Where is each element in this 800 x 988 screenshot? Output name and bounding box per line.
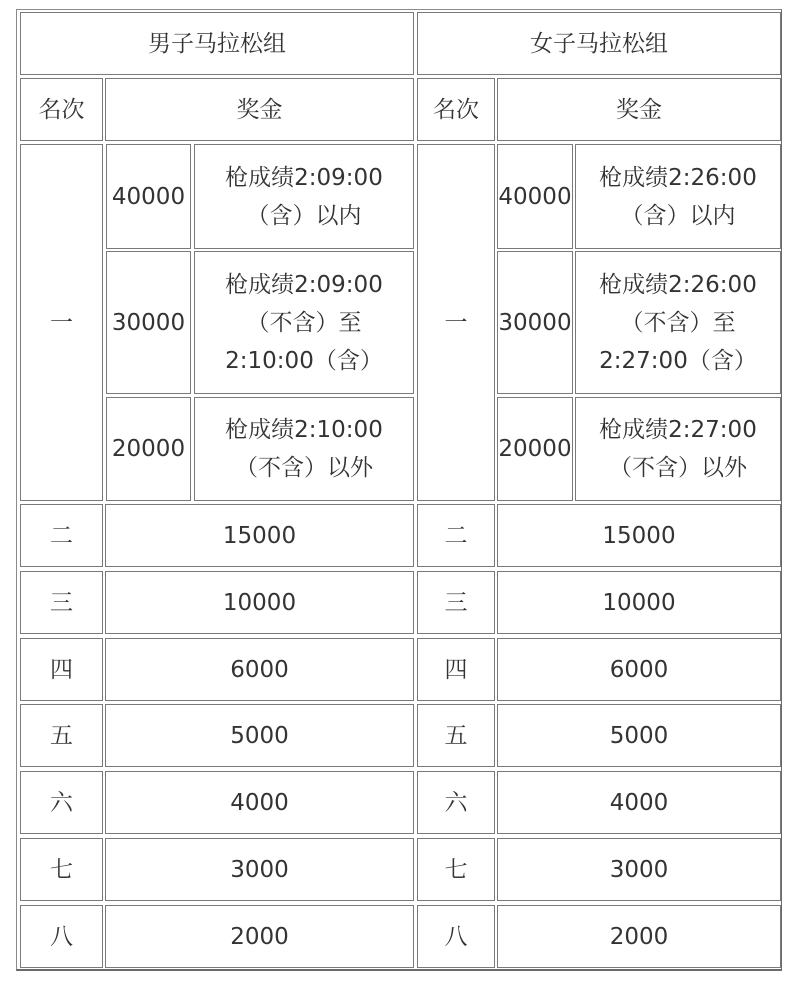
men-rank-cell: 六 bbox=[20, 771, 103, 834]
women-prize-cell: 10000 bbox=[497, 571, 781, 634]
women-prize-cell: 3000 bbox=[497, 838, 781, 901]
condition-line: （不含）以外 bbox=[608, 455, 747, 481]
women-tier-condition bbox=[575, 144, 781, 249]
men-tier-condition bbox=[194, 251, 414, 394]
women-tier-amount: 20000 bbox=[497, 397, 573, 501]
men-prize-cell: 2000 bbox=[105, 905, 414, 968]
women-prize-cell: 6000 bbox=[497, 638, 781, 701]
men-rank-cell: 五 bbox=[20, 704, 103, 767]
women-rank-cell: 六 bbox=[417, 771, 495, 834]
men-prize-cell: 6000 bbox=[105, 638, 414, 701]
women-rank-header: 名次 bbox=[417, 78, 495, 141]
women-rank-cell: 三 bbox=[417, 571, 495, 634]
condition-line: 2:10:00（含） bbox=[225, 347, 383, 374]
condition-line: 枪成绩2:26:00 bbox=[599, 164, 757, 191]
women-rank-cell: 二 bbox=[417, 504, 495, 567]
condition-line: 枪成绩2:10:00 bbox=[225, 417, 383, 443]
men-prize-header: 奖金 bbox=[105, 78, 414, 141]
condition-line: （含）以内 bbox=[246, 202, 362, 229]
women-tier-amount: 30000 bbox=[497, 251, 573, 394]
women-group-title: 女子马拉松组 bbox=[417, 12, 781, 75]
women-rank-cell: 八 bbox=[417, 905, 495, 968]
women-prize-cell: 15000 bbox=[497, 504, 781, 567]
condition-line: （不含）以外 bbox=[234, 455, 373, 481]
women-tier-condition bbox=[575, 251, 781, 394]
men-rank-cell: 四 bbox=[20, 638, 103, 701]
women-rank-cell: 四 bbox=[417, 638, 495, 701]
condition-line: 枪成绩2:09:00 bbox=[225, 164, 383, 191]
condition-line: 枪成绩2:26:00 bbox=[599, 271, 757, 298]
men-tier-amount: 20000 bbox=[106, 397, 191, 501]
men-tier-amount: 40000 bbox=[106, 144, 191, 249]
women-tier-condition bbox=[575, 397, 781, 501]
men-tier-amount: 30000 bbox=[106, 251, 191, 394]
women-prize-cell: 5000 bbox=[497, 704, 781, 767]
condition-line: （不含）至 bbox=[246, 309, 362, 336]
men-prize-cell: 10000 bbox=[105, 571, 414, 634]
men-prize-cell: 5000 bbox=[105, 704, 414, 767]
men-rank-header: 名次 bbox=[20, 78, 103, 141]
men-tier-condition bbox=[194, 144, 414, 249]
condition-line: （不含）至 bbox=[620, 309, 736, 336]
condition-line: 枪成绩2:09:00 bbox=[225, 271, 383, 298]
men-prize-cell: 3000 bbox=[105, 838, 414, 901]
men-rank-cell: 七 bbox=[20, 838, 103, 901]
women-first-rank: 一 bbox=[417, 144, 495, 501]
women-rank-cell: 七 bbox=[417, 838, 495, 901]
condition-line: 枪成绩2:27:00 bbox=[599, 417, 757, 443]
men-rank-cell: 三 bbox=[20, 571, 103, 634]
women-prize-cell: 2000 bbox=[497, 905, 781, 968]
men-group-title: 男子马拉松组 bbox=[20, 12, 414, 75]
condition-line: （含）以内 bbox=[620, 202, 736, 229]
women-prize-header: 奖金 bbox=[497, 78, 781, 141]
women-rank-cell: 五 bbox=[417, 704, 495, 767]
men-tier-condition bbox=[194, 397, 414, 501]
men-prize-cell: 4000 bbox=[105, 771, 414, 834]
condition-line: 2:27:00（含） bbox=[599, 347, 757, 374]
men-rank-cell: 八 bbox=[20, 905, 103, 968]
women-prize-cell: 4000 bbox=[497, 771, 781, 834]
men-first-rank: 一 bbox=[20, 144, 103, 501]
women-tier-amount: 40000 bbox=[497, 144, 573, 249]
men-rank-cell: 二 bbox=[20, 504, 103, 567]
men-prize-cell: 15000 bbox=[105, 504, 414, 567]
